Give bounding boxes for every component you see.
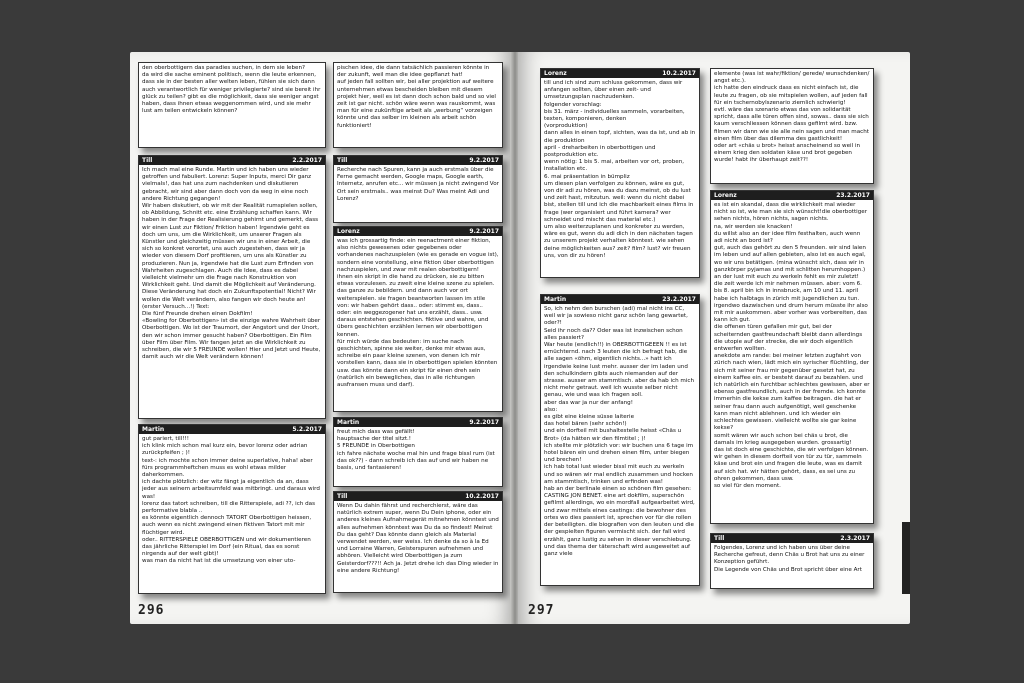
message-date: 2.3.2017 <box>840 535 870 542</box>
message-author: Till <box>337 493 348 500</box>
message-text: Wenn Du dahin fährst und recherchierst, wäre das natürlich extrem super, wenn Du Dein iphone, oder ein anderes kleines Aufnahmegerät mitnehmen könntest und alles aufnehmen könntest was Du da so findest! Meinst Du das geht? Das könnte dann gleich als Material verwendet werden, wer weiss. Ich denke da so à la Ed und Lorraine Warren, Geisterspuren aufnehmen und abhören. Vielleicht wird Oberbottigen ja zum Geisterdorf???!! Ach ja. Jetzt drehe ich das Ding wieder in eine andere Richtung! <box>337 503 501 574</box>
message-text: gut pariert, till!!! ich klink mich schon mal kurz ein, bevor lorenz oder adrian zurückpfeifen ; )! text-: ich mochte schon immer deine superlative, haha! aber fürs programmheftchen muss es wohl etwas milder daherkommen. ich dachte plötzlich: der witz fängt ja eigentlich da an, dass jeder aus seinem arbeitsumfeld was mitbringt. und daraus wird was! lorenz das tatort schreiben, till die Ritterspiele, adi ??, ich das performative blabla .. es könnte eigentlich dennoch TATORT Oberbottigen heissen, auch wenn es nicht zwingend einen fiktiven Tatort mit mir flüchtiger wird. oder.. RITTERSPIELE OBERBOTTIGEN und wir dokumentieren das jährliche Ritterspiel im Dorf (ein Ritual, das es sonst nirgends auf der welt gibt)! was man da nicht hat ist die umsetzung von einer uto- <box>142 436 320 565</box>
message-date: 10.2.2017 <box>662 70 696 77</box>
message-text: den oberbottigern das paradies suchen, in dem sie leben? da wird die sache eminent politisch, wenn die leute erkennen, dass sie in der besten aller welten leben, fühlen sie sich dann auch verantwortlich für weniger privilegierte? sind sie bereit ihr glück zu teilen? gibt es die möglichkeit, dass sie weniger angst haben, dass ihnen etwas weggenommen wird, und sie mehr lust am teilen entwickeln können? <box>142 65 321 115</box>
message-header <box>334 227 502 236</box>
message-date: 9.2.2017 <box>469 228 499 235</box>
page-edge-marker <box>902 522 910 594</box>
message-text: So, ich nehm den burschen (adi) mal nicht ins CC, weil wir ja sowieso nicht ganz schön lang gewartet, oder?! Seid ihr noch da?? Oder was ist inzwischen schon alles passiert? War heute (endlich!!) in OBERBOTTIGEEEN !! es ist ernüchternd. nach 3 leuten die ich befragt hab, die alle sagen «öhm, eigentlich nichts...» hatt ich irgendwie keine lust mehr. ausser der im laden und den schulkindern gibts auch niemanden auf der strasse. ausser am stammtisch. aber da hab ich mich nicht mehr getraut. weil ich wusste selber nicht genau, wie und was ich fragen soll. aber das war ja nur der anfang! also: es gibt eine kleine süsse laiterie das hotel bären (sehr schön!) und ein dorfteil mit bushaltestelle heisst «Chäs u Brot» (da hätten wir den filmtitel ; )! ich stellte mir plötzlich vor: wir buchen uns 6 tage im hotel bären ein und drehen einen film, unter biegen und brechen! ich hab total lust wieder bissl mit euch zu werkeln und so wären wir mal endlich zusammen und hocken am stammtisch, trinken und erfinden was! hab an der berlinale einen so schönen film gesehen: CASTING JON BENET. eine art dokfilm, superschön gefilmt allerdings, wo ein mordfall aufgearbeitet wird, und zwar mittels eines castings: die bewohner des ortes wo dies passiert ist, sprechen vor für die rollen der beteiligten. die biografien von den leuten und die der gespielten figuren vermischt sich. der fall wird erzählt, ganz lustig zu sehen in dieser verschiebung. und das thema der täterschaft wird ausgeweitet auf ganz viele <box>544 306 695 557</box>
message-author: Lorenz <box>544 70 567 77</box>
message-author: Till <box>714 535 725 542</box>
message-date: 10.2.2017 <box>465 493 499 500</box>
message-author: Lorenz <box>337 228 360 235</box>
message-text: Recherche nach Spuren, kann ja auch erstmals über die Ferne gemacht werden, Google maps, Google earth, Internetz, anrufen etc... wir müssen ja nicht zwingend Vor Ort sein erstmals.. was meinst Du? Was meint Adi und Lorenz? <box>337 167 501 202</box>
message-box <box>333 155 503 223</box>
message-date: 5.2.2017 <box>292 426 322 433</box>
message-text: till und ich sind zum schluss gekommen, dass wir anfangen sollten, über einen zeit- und umsetzungsplan nachzudenken. folgender vorschlag: bis 31. märz - individuelles sammeln, vorarbeiten, texten, komponieren, denken (vorproduktion) dann alles in einen topf, sichten, was da ist, und ab in die produktion april - dreharbeiten in oberbottigen und postproduktion etc. wenn nötig: 1 bis 5. mai, arbeiten vor ort, proben, installation etc. 6. mai präsentation in bümpliz um diesen plan verfolgen zu können, wäre es gut, von dir adi zu hören, was du dazu meinst, ob du lust und zeit hast, mitzutun. weil: wenn du nicht dabei bist, stellen till und ich die machbarkeit eines films in frage (wer organisiert und führt kamera? wer schneidet und mischt das material etc.) um also weiterzuplanen und konkreter zu werden, wäre es gut, wenn du adi dich in den nächsten tagen zu unserem projekt verhalten könntest. wie sehen deine möglichkeiten aus? zeit? film? lust? wir freuen uns, von dir zu hören! <box>544 80 696 259</box>
message-author: Till <box>337 157 348 164</box>
message-date: 9.2.2017 <box>469 157 499 164</box>
message-text: elemente (was ist wahr/fiktion/ gerede/ wunschdenken/ angst etc.). ich hatte den eindruck dass es nicht einfach ist, die leute zu fragen, ob sie mitspielen wollen, auf jeden fall für ein tschernobylszenario ziemlich schwierig! evtl. wäre das szenario etwas das von solidarität spricht, dass alle türen offen sind, sowas.. dass sie sich kaum verschliessen können dass gefilmt wird. bzw. filmen wir dann wie sie alle nein sagen und man macht einen film über das dilemma des gastlichkeit! oder art «chäs u brot» heisst anscheinend so weil in einem krieg den soldaten käse und brot gegeben wurde! habt ihr überhaupt zeit??! <box>714 71 870 164</box>
message-box <box>138 62 326 148</box>
message-header <box>334 492 502 501</box>
message-box <box>710 190 874 524</box>
message-author: Martin <box>337 419 360 426</box>
message-date: 2.2.2017 <box>292 157 322 164</box>
message-box <box>138 424 326 594</box>
message-header <box>711 191 873 200</box>
message-box <box>540 294 700 586</box>
message-author: Lorenz <box>714 192 737 199</box>
message-box <box>333 491 503 593</box>
message-box <box>333 62 503 148</box>
message-header <box>711 534 873 543</box>
message-header <box>541 295 699 304</box>
open-book <box>130 52 910 624</box>
message-box <box>333 226 503 412</box>
message-text: es ist ein skandal, dass die wirklichkeit mal wieder nicht so ist, wie man sie sich wünscht!die oberbottiger sehen nichts, hören nichts, sagen nichts. na, wir werden sie knacken! du willst also an der idee film festhalten, auch wenn adi nicht an bord ist? gut, auch das gehört zu den 5 freunden. wir sind laien im leben und auf allen gebieten, also ist es auch egal, wo wir uns betätigen. (mina wünscht sich, dass wir in ganzkörper pyjamas und mit schlitten herumhoppen.) an der lust mit euch zu werkeln fehlt es mir zuletzt! die zeit werde ich mir nehmen müssen. aber: vom 6. bis 8. april bin ich in innsbruck, am 10 und 11. april habe ich halbtags in zürich mit jugendlichen zu tun. irgendwo dazwischen und drum herum müsste ihr also mit mir auskommen. aber vorher was vorbereiten, das kann ich gut. die offenen türen gefallen mir gut, bei der scheiternden gastfreundschaft bleibt dann allerdings die utopie auf der strecke, die wir doch eigentlich entwerfen wollten. anekdote am rande: bei meiner letzten zugfahrt von zürich nach wien, lädt mich ein syrischer flüchtling, der sich mit seiner frau mir gegenüber gesetzt hat, zu einem kaffee ein. er besteht darauf zu bezahlen. und ich natürlich ein furchtbar schlechtes gewissen, aber er ebenso gastfreundlich, auch in der fremde. ich konnte immerhin die kekse zum kaffee beitragen. die hat er seiner frau dann auch aufgenötigt, weil geschenke kann man nicht ablehnen. und ich wieder ein schlechtes gewissen. vielleicht wollte sie gar keine kekse? somit wären wir auch schon bei chäs u brot, die damals im krieg ausgegeben wurden. grossartig! das ist doch eine geschichte, die wir verfolgen können. wir gehen in diesem dorfteil von tür zu tür, sammeln käse und brot ein und fragen die leute, was es damit auf sich hat. wir hätten gehört, dass, es sei uns zu ohren gekommen, dass usw. so viel für den moment. <box>714 202 870 489</box>
message-header <box>139 425 325 434</box>
message-author: Martin <box>544 296 567 303</box>
message-text: freut mich dass was gefällt! hauptsache der titel sitzt.! 5 FREUNDE in Oberbottigen ich fahre nächste woche mal hin und frage bissl rum (ist das ok??) - dann schreib ich das auf und wir haben ne basis, und fantasieren! <box>337 429 495 472</box>
message-box <box>138 155 326 419</box>
message-box <box>540 68 700 278</box>
message-text: was ich grossartig finde: ein reenactment einer fiktion, also nichts gewesenes oder gegebenes oder vorhandenes nachzuspielen (wie es gerade en vogue ist), sondern eine vorstellung, eine fiktion über oberbottigen nachzuspielen, und zwar mit realen oberbottigern! ihnen ein skript in die hand zu drücken, sie zu bitten etwas vorzulesen. zu zweit eine kleine szene zu spielen. das ganze zu bebildern. und dann auch vor ort weiterspielen. sie fragen beantworten lassen im stile von: wir haben gehört dass.. oder: stimmt es, dass.. oder: ein weggezogener hat uns erzählt, dass.. usw. daraus entstehen geschichten. fiktive und wahre, und übers geschichten erzählen lernen wir oberbottigen kennen. für mich würde das bedeuten: im suche nach geschichten, spinne sie weiter, denke mir etwas aus, schreibe ein paar kleine szenen, von denen ich mir vorstellen kann, dass sie in oberbottigen spielen könnten usw. das könnte dann ein skript für einen dreh sein (natürlich ein bewegliches, das in alle richtungen ausfransen muss und darf). <box>337 238 499 389</box>
message-text: Ich mach mal eine Runde. Martin und ich haben uns wieder getroffen und fabuliert. Lorenz: Super Inputs, merci Dir ganz vielmals!, das hat uns zum nachdenken und diskutieren gebracht, wir sind aber dann doch von da weg in eine noch andere Richtung gegangen! Wir haben diskutiert, ob wir mit der Realität rumspielen sollen, ob Abbildung, Schnitt etc. eine Erzählung schaffen kann. Wir haben in der Frage der Realisierung gehirnt und gemerkt, dass wir einen Lust zur Fiktion/ Friktion haben! Irgendwie geht es doch um uns, um die Wirklichkeit, um unserer Fragen als Künstler und gleichzeitig müssen wir uns in einer Arbeit, die sich so konkret verortet, uns auch zugestehen, dass wir ja wieder von diesem Dorf profitieren, um uns als Künstler zu produzieren. Nun ja, irgendwie hat die Lust zum Erfinden von Wahrheiten zugeschlagen. Auch die Idee, dass es dabei vielleicht vielmehr um die Frage nach Konstruktion von Wirklichkeit geht. Und damit die Möglichkeit auf Veränderung. Diese Veränderung hat doch ein Zukunftspotential! Nicht? Wir wollen die Welt verändern, also fangen wir doch heute an! (erster Versuch...!) Text: Die fünf Freunde drehen einen Dokfilm! «Bowling for Oberbottigen» ist die einzige wahre Wahrheit über Oberbottigen. Wo ist der Traumort, der Angstort und der Unort, den wir schon immer gesucht haben? Oberbottigen. Ein Film über Film über Film. Wir fangen jetzt an die Wirklichkeit zu schreiben, die wir 5 FREUNDE wollen! Hier und Jetzt und Heute, damit auch wir die Welt verändern können! <box>142 167 321 361</box>
message-date: 9.2.2017 <box>469 419 499 426</box>
message-header <box>541 69 699 78</box>
message-header <box>139 156 325 165</box>
message-author: Martin <box>142 426 165 433</box>
page-number-right: 297 <box>528 603 555 618</box>
message-date: 23.2.2017 <box>662 296 696 303</box>
message-box <box>710 533 874 589</box>
message-box <box>333 417 503 487</box>
message-header <box>334 156 502 165</box>
right-page <box>518 52 910 624</box>
message-header <box>334 418 502 427</box>
message-box <box>710 68 874 184</box>
left-page <box>130 52 512 624</box>
message-text: Folgendes, Lorenz und ich haben uns über deine Recherche gefreut, denn Chäs u Brot hat uns zu einer Konzeption geführt. Die Legende von Chäs und Brot spricht über eine Art <box>714 545 865 573</box>
page-number-left: 296 <box>138 603 165 618</box>
message-date: 23.2.2017 <box>836 192 870 199</box>
message-author: Till <box>142 157 153 164</box>
message-text: pischen idee, die dann tatsächlich passieren könnte in der zukunft, weil man die idee gepflanzt hat! auf jeden fall sollten wir, bei aller projektion auf weitere unternehmen etwas bescheiden bleiben mit diesem projekt hier, weil es ist dann doch schon bald und so viel zeit ist gar nicht. schön wäre wenn was rauskommt, was man für eine zukünftige arbeit als „werbung“ vorzeigen könnte und das selber im kleinen als arbeit schön funktioniert! <box>337 65 496 129</box>
